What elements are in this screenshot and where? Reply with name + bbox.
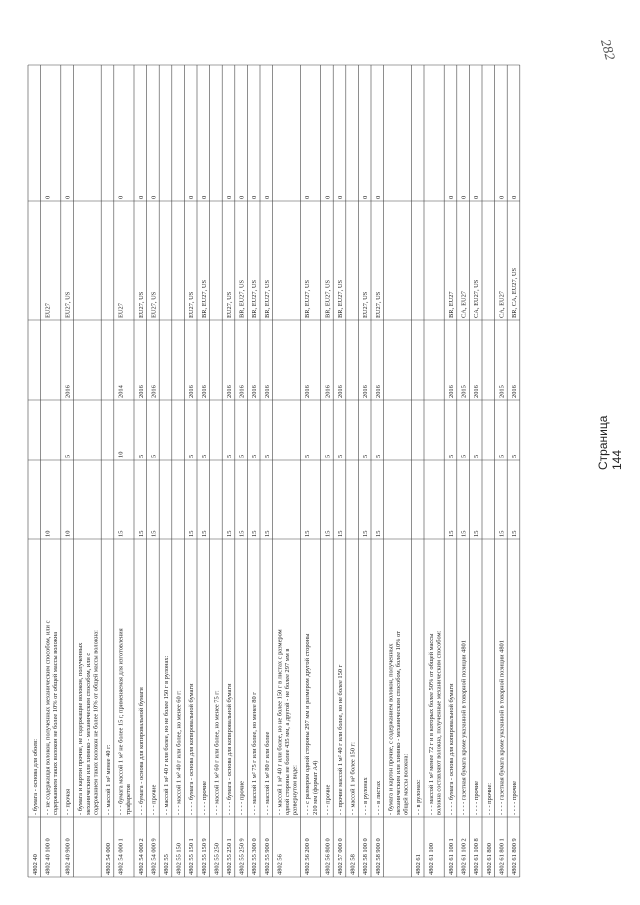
table-row [264,196,271,875]
row-description: - - - - прочие [238,780,246,815]
cell-r1: 15 [304,530,312,537]
table-row [486,783,493,875]
cell-r1: 15 [226,530,233,537]
cell-year: 2016 [226,385,233,398]
row-description: - - - - бумага - основа для копировальной бумаги [448,683,455,815]
cell-flag: 0 [324,195,332,199]
cell-r1: 15 [460,530,468,537]
cell-countries: EU27 [44,303,52,318]
cell-flag: 0 [511,195,518,199]
table-row [65,196,72,875]
cell-r1: 15 [362,530,370,537]
cell-r2: 5 [226,454,233,458]
cell-year: 2016 [448,385,455,398]
cell-r1: 15 [238,530,246,537]
row-description: - - - бумага массой 1 м² не более 15 г, применяемая для изготовления [117,628,125,815]
row-description: - - - - прочие [473,780,481,815]
cell-r1: 15 [337,530,344,537]
table-row [375,196,382,875]
cell-year: 2014 [117,385,125,398]
cell-code: 4802 55 250 1 [226,838,233,875]
row-description: волокна составляют волокна, полученные механическим способом: [435,630,443,815]
cell-code: 4802 61 100 1 [448,838,455,875]
table-row [176,690,183,875]
row-description: - - - прочие [150,784,158,815]
cell-r2: 5 [473,454,481,458]
row-description: - - массой 1 м² более 150 г: [349,742,357,815]
cell-code: 4802 57 000 0 [337,838,344,875]
row-description: - - - массой 1 м² 40 г или более, но менее 60 г: [175,690,183,815]
cell-r2: 5 [238,454,246,458]
cell-flag: 0 [374,195,382,199]
row-description: - - - прочие: [485,782,493,815]
table-row [251,196,258,875]
cell-countries: BR, EU27, US [200,280,208,318]
cell-flag: 0 [150,195,158,199]
cell-flag: 0 [64,195,72,199]
cell-countries: EU27, US [374,291,382,318]
cell-r1: 15 [448,530,455,537]
cell-countries: BR, EU27, US [337,280,344,318]
cell-r2: 5 [511,454,518,458]
cell-r1: 15 [498,530,506,537]
cell-r2: 5 [304,454,312,458]
cell-year: 2016 [304,385,312,398]
cell-countries: EU27 [117,303,125,318]
cell-year: 2016 [511,385,518,398]
table-row [226,196,233,875]
row-description: - - - массой 1 м² менее 72 г и в которых более 50% от общей массы [427,633,435,815]
cell-year: 2016 [263,385,271,398]
table-row [188,196,195,875]
cell-r2: 10 [117,451,125,458]
cell-code: 4802 55 250 [213,843,221,875]
cell-r2: 5 [150,454,158,458]
row-description: - бумага и картон прочие, с содержанием волокон, полученных [387,643,395,815]
cell-year: 2016 [374,385,382,398]
row-description: - бумага и картон прочие, не содержащие волокон, полученных [77,642,85,815]
row-description: механическим или химико - механическим способом, более 10% от [395,631,402,815]
row-description: общей массы волокна: [402,753,410,815]
cell-r2: 5 [460,454,468,458]
table-row [105,744,112,875]
row-description: - - - - прочие [200,780,208,815]
cell-r2: 5 [498,454,506,458]
cell-r1: 15 [200,530,208,537]
cell-code: 4802 56 200 0 [304,838,312,875]
cell-countries: EU27, US [150,291,158,318]
row-description: - бумага - основа для обоев: [31,739,39,815]
cell-flag: 0 [448,195,455,199]
row-description: - - - - бумага - основа для копировальной бумаги [226,683,233,815]
cell-year: 2016 [188,385,196,398]
cell-year: 2016 [64,385,72,398]
row-description: - - - прочие [324,784,332,815]
table-row [387,631,409,815]
row-description: - - - бумага - основа для копировальной бумаги [137,687,145,815]
cell-year: 2016 [362,385,370,398]
cell-year: 2016 [238,385,246,398]
cell-r1: 15 [263,530,271,537]
cell-r2: 5 [137,454,145,458]
table-row [337,196,344,875]
row-description: - - - в рулонах [362,777,370,815]
cell-year: 2016 [137,385,145,398]
row-description: - - - массой 1 м² 60 г или более, но менее 75 г: [213,690,221,815]
row-description: - - массой 1 м² менее 40 г: [105,744,112,815]
row-description: - - - - бумага - основа для копировальной бумаги [188,683,196,815]
cell-year: 2016 [200,385,208,398]
cell-r2: 5 [200,454,208,458]
cell-code: 4802 40 900 0 [64,838,72,875]
row-description: - - прочие массой 1 м² 40 г или более, но не более 150 г [337,664,344,815]
cell-code: 4802 61 100 8 [473,838,481,875]
cell-flag: 0 [188,195,196,199]
cell-flag: 0 [460,195,468,199]
cell-flag: 0 [226,195,233,199]
cell-r2: 5 [448,454,455,458]
cell-code: 4802 61 800 [485,843,493,875]
cell-code: 4802 54 000 9 [150,838,158,875]
row-description: развернутом виде: [291,765,299,815]
cell-code: 4802 55 250 9 [238,838,246,875]
cell-flag: 0 [362,195,370,199]
table-row [77,630,99,815]
cell-year: 2015 [460,385,468,398]
row-description: трафаретов [125,784,133,815]
row-description: - - не содержащая волокон, полученных механическим способом, или с [44,620,52,815]
table-row [213,690,220,875]
cell-flag: 0 [473,195,481,199]
cell-countries: BR, EU27 [448,291,455,318]
row-description: - - - в листах [374,780,382,815]
cell-flag: 0 [137,195,145,199]
cell-r1: 15 [324,530,332,537]
cell-code: 4802 54 000 [105,843,112,875]
cell-r2: 5 [324,454,332,458]
row-description: содержанием таких волокон не более 10% от общей массы волокна: [92,630,100,815]
cell-year: 2015 [498,385,506,398]
cell-r2: 5 [251,454,259,458]
cell-flag: 0 [304,195,312,199]
table-row [201,196,208,875]
row-description: - - - с размером одной стороны 297 мм и размером другой стороны [304,633,312,815]
cell-countries: CA, EU27 [460,291,468,318]
table-row [44,196,59,875]
row-description: содержанием таких волокон не более 10% от общей массы волокна [52,631,59,815]
page-number: Страница 144 [596,415,624,470]
table-row [163,655,170,875]
cell-code: 4802 55 150 [175,843,183,875]
cell-countries: EU27, US [137,291,145,318]
row-description: одной стороны не более 435 мм, а другой - не более 297 мм в [284,648,291,815]
cell-year: 2016 [337,385,344,398]
handwritten-note: 282 [597,37,617,62]
cell-countries: BR, EU27, US [251,280,259,318]
row-description: механическим или химико - механическим способом, или с [84,652,92,815]
table-row [498,196,505,875]
cell-countries: BR, CA, EU27, US [511,267,518,318]
cell-code: 4802 55 [163,854,170,875]
table-row [324,196,331,875]
table-row [150,196,157,875]
table-row [461,196,468,875]
cell-r2: 5 [64,454,72,458]
cell-year: 2016 [473,385,481,398]
cell-flag: 0 [337,195,344,199]
cell-code: 4802 61 [415,854,423,875]
table-row [415,779,422,875]
cell-r1: 15 [473,530,481,537]
cell-code: 4802 61 100 2 [460,838,468,875]
cell-year: 2016 [251,385,259,398]
cell-flag: 0 [200,195,208,199]
cell-r2: 5 [188,454,196,458]
cell-r2: 5 [263,454,271,458]
cell-flag: 0 [117,195,125,199]
table-row [511,196,518,875]
cell-flag: 0 [238,195,246,199]
cell-flag: 0 [263,195,271,199]
table-row [362,196,369,875]
cell-r1: 15 [374,530,382,537]
cell-r1: 15 [511,530,518,537]
table-row [138,196,145,875]
row-description: - - массой 1 м² 40 г или более, но не более 150 г в листах с размером [276,629,284,815]
cell-countries: BR, EU27, US [324,280,332,318]
cell-code: 4802 58 [349,854,357,875]
cell-code: 4802 56 800 0 [324,838,332,875]
cell-r1: 15 [188,530,196,537]
cell-r1: 15 [150,530,158,537]
cell-code: 4802 61 800 1 [498,838,506,875]
table-row [239,196,246,875]
table-row [304,196,319,875]
cell-code: 4802 61 800 9 [511,838,518,875]
cell-countries: BR, EU27, US [263,280,271,318]
row-description: - - - - газетная бумага кроме указанной в товарной позиции 4801 [460,640,468,815]
row-description: - - массой 1 м² 40 г или более, но не более 150 г в рулонах: [163,655,170,815]
cell-code: 4802 40 100 0 [44,838,52,875]
cell-year: 2016 [150,385,158,398]
row-description: - - - - прочие [511,780,518,815]
cell-countries: BR, EU27, US [238,280,246,318]
row-description: - - - массой 1 м² 80 г или более [263,731,271,815]
cell-code: 4802 55 150 1 [188,838,196,875]
cell-r1: 15 [251,530,259,537]
cell-r1: 10 [64,530,72,537]
cell-countries: EU27, US [64,291,72,318]
table-row [473,196,480,875]
cell-code: 4802 55 300 0 [251,838,259,875]
cell-countries: CA, EU27 [498,291,506,318]
cell-code: 4802 58 900 0 [374,838,382,875]
cell-code: 4802 54 000 2 [137,838,145,875]
cell-code: 4802 55 150 9 [200,838,208,875]
cell-countries: EU27, US [188,291,196,318]
cell-r1: 15 [117,530,125,537]
table-row [428,630,443,875]
cell-code: 4802 54 000 1 [117,838,125,875]
table-row [118,196,133,875]
table-row [448,196,455,875]
cell-r2: 5 [337,454,344,458]
cell-flag: 0 [44,195,52,199]
table-row [32,739,39,875]
row-description: - - - - газетная бумага кроме указанной в товарной позиции 4801 [498,640,506,815]
cell-r2: 5 [374,454,382,458]
cell-code: 4802 55 900 0 [263,838,271,875]
row-description: - - в рулонах: [415,779,423,815]
table-row [350,742,357,875]
cell-year: 2016 [324,385,332,398]
cell-r2: 5 [362,454,370,458]
table-row [276,629,298,875]
cell-countries: CA, EU27, US [473,279,481,318]
cell-r1: 15 [137,530,145,537]
cell-code: 4802 58 100 0 [362,838,370,875]
cell-code: 4802 40 [31,854,39,875]
cell-countries: EU27, US [226,291,233,318]
row-description: - - прочая [64,788,72,815]
row-description: - - - массой 1 м² 75 г или более, но менее 80 г [251,692,259,815]
cell-flag: 0 [251,195,259,199]
cell-countries: EU27, US [362,291,370,318]
cell-countries: BR, EU27, US [304,280,312,318]
cell-code: 4802 61 100 [427,843,435,875]
cell-flag: 0 [498,195,506,199]
cell-r1: 10 [44,530,52,537]
row-description: 210 мм (формат А4) [311,760,319,815]
cell-code: 4802 56 [276,854,284,875]
